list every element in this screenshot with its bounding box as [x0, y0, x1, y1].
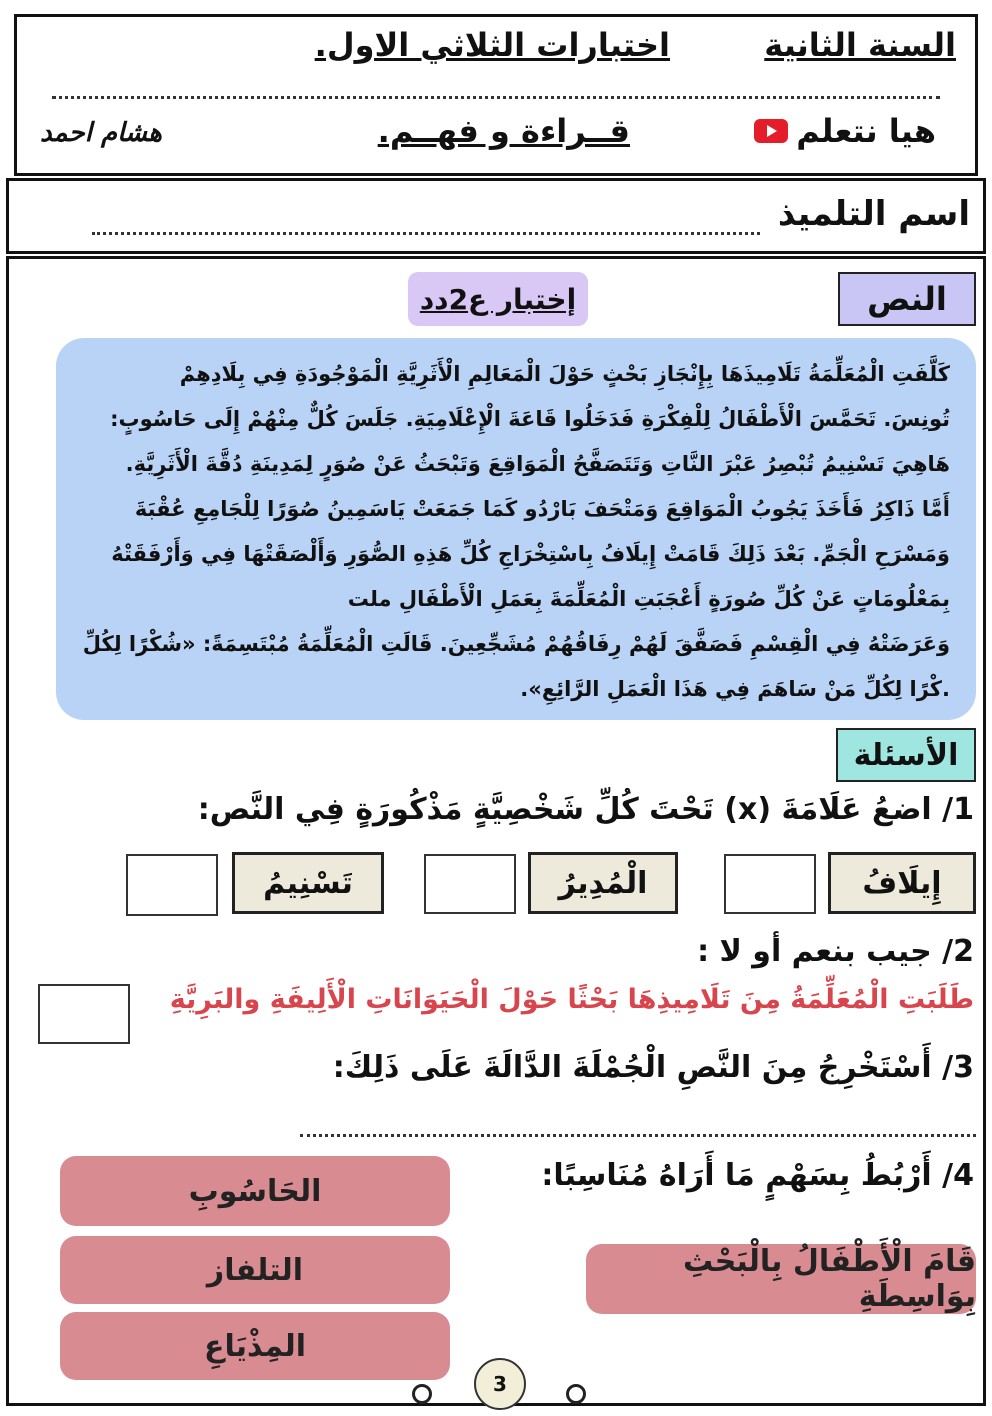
passage-line: تُونِسَ. تَحَمَّسَ الْأَطْفَالُ لِلْفِكْرَةِ فَدَخَلُوا قَاعَةَ الْإِعْلَامِيَةِ. جَلَسَ كُلٌّ مِنْهُمْ إِلَى حَاسُوبٍ: — [110, 407, 950, 431]
question-1: 1/ اضعُ عَلَامَةَ (x) تَحْتَ كُلِّ شَخْصِيَّةٍ مَذْكُورَةٍ فِي النَّص: — [197, 792, 974, 827]
question-2: 2/ جيب بنعم أو لا : — [697, 934, 974, 969]
passage-line: كَلَّفَتِ الْمُعَلِّمَةُ تَلَامِيذَهَا بِإِنْجَازِ بَحْثٍ حَوْلَ الْمَعَالِمِ الْأَثَرِيَّةِ الْمَوْجُودَةِ فِي بِلَادِهِمْ — [179, 362, 950, 386]
page-dot-left — [412, 1384, 432, 1404]
student-name-label: اسم التلميذ — [777, 194, 970, 234]
student-name-line[interactable] — [92, 232, 760, 235]
passage-line: أَمَّا ذَاكِرُ فَأَخَذَ يَجُوبُ الْمَوَاقِعَ وَمَتْحَفَ بَارْدُو كَمَا جَمَعَتْ يَاسَمِينُ صُوَرًا لِلْجَامِعِ عُقْبَةَ — [134, 497, 950, 521]
grade-label: السنة الثانية — [764, 26, 956, 64]
test-title: إختبار ع2دد — [408, 272, 588, 326]
author-signature: هشام احمد — [40, 118, 162, 148]
yes-no-answer-box[interactable] — [38, 984, 130, 1044]
match-choice-computer[interactable]: الحَاسُوبِ — [60, 1156, 450, 1226]
passage-line: وَمَسْرَحِ الْجَمِّ. بَعْدَ ذَلِكَ قَامَتْ إِيلَافُ بِاسْتِخْرَاجِ كُلِّ هَذِهِ الصُّوَرِ وَأَلْصَقَتْهَا فِي وَأَرْفَقَتْهُ — [111, 542, 950, 566]
question-4: 4/ أَرْبُطُ بِسَهْمٍ مَا أَرَاهُ مُنَاسِبًا: — [541, 1158, 974, 1193]
match-choice-tv[interactable]: التلفاز — [60, 1236, 450, 1304]
page-dot-right — [566, 1384, 586, 1404]
passage-line: وَعَرَضَتْهُ فِي الْقِسْمِ فَصَفَّقَ لَهُمْ رِفَاقُهُمْ مُشَجِّعِينَ. قَالَتِ الْمُعَلِّمَةُ مُبْتَسِمَةً: «شُكْرًا لِكُلِّ — [82, 632, 950, 656]
page-number-badge — [474, 1358, 526, 1410]
subject-label: قــراءة و فهــم. — [377, 112, 630, 150]
option-tasnim: تَسْنِيمُ — [232, 852, 384, 914]
question-3: 3/ أَسْتَخْرِجُ مِنَ النَّصِ الْجُمْلَةَ الدَّالَةَ عَلَى ذَلِكَ: — [332, 1050, 974, 1085]
question-2-statement: طَلَبَتِ الْمُعَلِّمَةُ مِنَ تَلَامِيذِهَا بَحْثًا حَوْلَ الْحَيَوَانَاتِ الْأَلِيفَةِ والبَرِيَّةِ — [169, 984, 974, 1015]
passage-line: هَاهِيَ تَسْنِيمُ تُبْصِرُ عَبْرَ النَّاتِ وَتَتَصَفَّحُ الْمَوَاقِعَ وَتَبْحَثُ عَنْ صُوَرٍ لِمَدِينَةِ دُقَّةَ الْأَثَرِيَّةِ. — [125, 452, 950, 476]
passage-line: .كْرًا لِكُلِّ مَنْ سَاهَمَ فِي هَذَا الْعَمَلِ الرَّائِعِ». — [520, 677, 950, 701]
passage-line: بِمَعْلُومَاتٍ عَنْ كُلِّ صُورَةٍ أَعْجَبَتِ الْمُعَلِّمَةَ بِعَمَلِ الْأَطْفَالِ ملت — [347, 587, 950, 611]
exam-title: اختبارات الثلاثي الاول. — [314, 26, 670, 64]
header-dotted-line — [52, 96, 940, 99]
questions-label: الأسئلة — [836, 728, 976, 782]
option-director-checkbox[interactable] — [424, 854, 516, 914]
option-ilaf: إِيلَافُ — [828, 852, 976, 914]
text-label: النص — [838, 272, 976, 326]
brand-label — [754, 112, 936, 150]
option-director: الْمُدِيرُ — [528, 852, 678, 914]
match-prompt[interactable]: قَامَ الْأَطْفَالُ بِالْبَحْثِ بِوَاسِطَةِ — [586, 1244, 976, 1314]
option-tasnim-checkbox[interactable] — [126, 854, 218, 916]
match-choice-radio[interactable]: المِذْيَاعِ — [60, 1312, 450, 1380]
page-number: 3 — [493, 1372, 507, 1396]
answer-line[interactable] — [300, 1134, 976, 1137]
option-ilaf-checkbox[interactable] — [724, 854, 816, 914]
brand-text: هيا نتعلم — [796, 112, 936, 150]
play-icon — [754, 119, 788, 143]
passage-box — [56, 338, 976, 720]
